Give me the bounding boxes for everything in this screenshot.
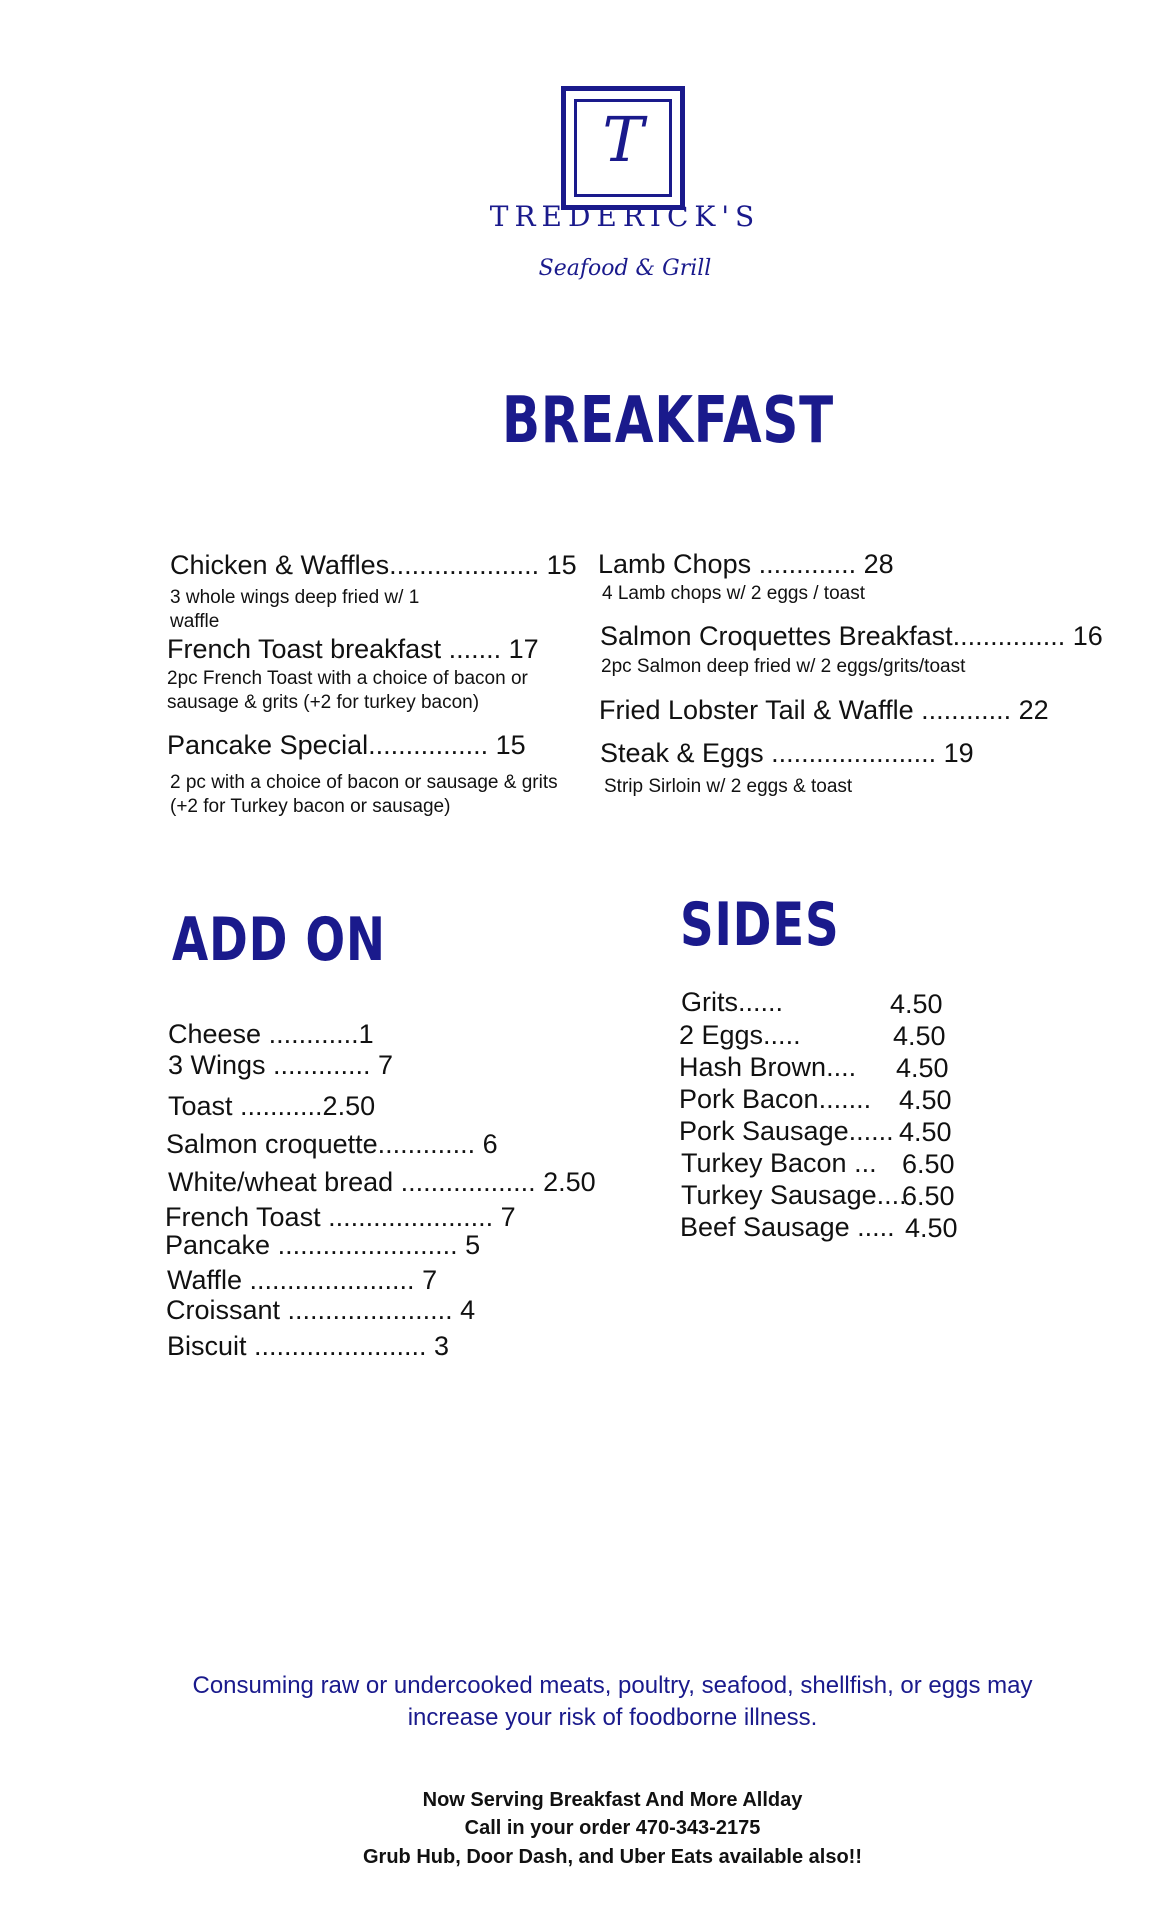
side-item-name: Pork Sausage......	[679, 1116, 894, 1146]
menu-item-desc: 4 Lamb chops w/ 2 eggs / toast	[602, 583, 865, 604]
footer-info	[150, 1786, 1075, 1871]
side-item-price: 6.50	[902, 1181, 955, 1211]
menu-item-name: Pancake Special................ 15	[167, 730, 526, 760]
add-on-heading: ADD ON	[172, 905, 386, 975]
side-item-name: Turkey Sausage....	[681, 1180, 907, 1210]
menu-item-desc: 2 pc with a choice of bacon or sausage & grits (+2 for Turkey bacon or sausage)	[170, 772, 558, 817]
side-item-name: Turkey Bacon ...	[681, 1148, 877, 1178]
add-on-item: Croissant ...................... 4	[166, 1295, 476, 1325]
menu-item-name: Salmon Croquettes Breakfast............... 16	[600, 621, 1103, 651]
menu-item-name: Steak & Eggs ...................... 19	[600, 738, 974, 768]
footer-phone-line: Call in your order 470-343-2175	[464, 1817, 761, 1840]
side-item-price: 4.50	[905, 1213, 958, 1243]
logo-frame	[561, 86, 685, 210]
side-item-name: Grits......	[681, 987, 784, 1017]
health-disclaimer	[150, 1670, 1075, 1735]
side-item-price: 6.50	[902, 1149, 955, 1179]
menu-item-name: French Toast breakfast ....... 17	[167, 634, 539, 664]
sides-heading: SIDES	[680, 890, 840, 960]
menu-item-desc: 2pc French Toast with a choice of bacon or sausage & grits (+2 for turkey bacon)	[167, 668, 528, 713]
side-item-price: 4.50	[893, 1021, 946, 1051]
side-item-price: 4.50	[890, 989, 943, 1019]
side-item-price: 4.50	[899, 1085, 952, 1115]
side-item-price: 4.50	[899, 1117, 952, 1147]
add-on-item: Pancake ........................ 5	[165, 1230, 481, 1260]
add-on-item: Toast ...........2.50	[168, 1091, 376, 1121]
add-on-item: French Toast ...................... 7	[165, 1202, 516, 1232]
add-on-item: 3 Wings ............. 7	[168, 1050, 394, 1080]
side-item-name: Hash Brown....	[679, 1052, 857, 1082]
side-item-price: 4.50	[896, 1053, 949, 1083]
logo-monogram: T	[602, 103, 644, 176]
add-on-item: Cheese ............1	[168, 1019, 374, 1049]
menu-item-name: Lamb Chops ............. 28	[598, 549, 894, 579]
add-on-item: Salmon croquette............. 6	[166, 1129, 498, 1159]
footer-line: Now Serving Breakfast And More Allday	[422, 1789, 803, 1811]
menu-item-name: Fried Lobster Tail & Waffle ............ 22	[599, 695, 1049, 725]
add-on-item: White/wheat bread .................. 2.50	[168, 1167, 596, 1197]
side-item-name: Pork Bacon.......	[679, 1084, 872, 1114]
breakfast-heading: BREAKFAST	[502, 384, 834, 458]
menu-item-desc: 3 whole wings deep fried w/ 1 waffle	[170, 587, 420, 632]
brand-name: TREDERICK'S	[489, 200, 761, 233]
add-on-item: Waffle ...................... 7	[167, 1265, 438, 1295]
menu-item-name: Chicken & Waffles.................... 15	[170, 550, 577, 580]
add-on-item: Biscuit ....................... 3	[167, 1331, 450, 1361]
brand-tagline: Seafood & Grill	[538, 256, 712, 281]
side-item-name: Beef Sausage .....	[680, 1212, 895, 1242]
disclaimer-line: increase your risk of foodborne illness.	[407, 1704, 818, 1732]
footer-line: Grub Hub, Door Dash, and Uber Eats available also!!	[363, 1845, 862, 1868]
disclaimer-line: Consuming raw or undercooked meats, poultry, seafood, shellfish, or eggs may	[192, 1672, 1033, 1699]
menu-item-desc: 2pc Salmon deep fried w/ 2 eggs/grits/toast	[601, 656, 966, 677]
menu-item-desc: Strip Sirloin w/ 2 eggs & toast	[604, 776, 853, 797]
side-item-name: 2 Eggs.....	[679, 1020, 801, 1050]
